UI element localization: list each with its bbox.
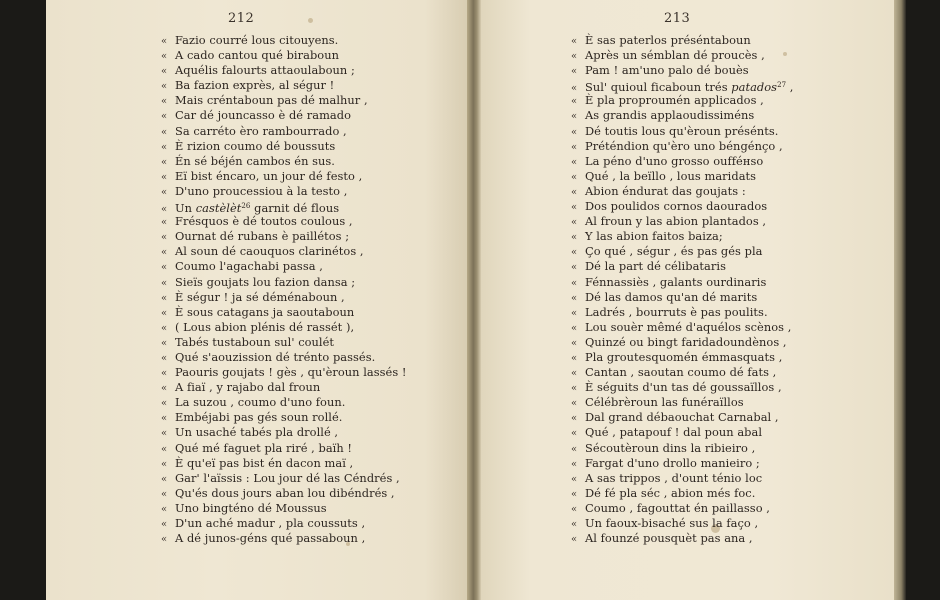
guillemet-mark: « xyxy=(161,247,168,259)
verse-line xyxy=(571,395,793,410)
guillemet-mark: « xyxy=(571,141,578,153)
verse-text: Abion éndurat das goujats : xyxy=(585,183,746,198)
verse-text: La suzou , coumo d'uno foun. xyxy=(175,395,346,410)
guillemet-mark: « xyxy=(161,51,168,63)
guillemet-mark: « xyxy=(571,66,578,78)
guillemet-mark: « xyxy=(571,337,578,349)
verse-line xyxy=(161,108,407,123)
verse-text: Sieïs goujats lou fazion dansa ; xyxy=(175,274,356,289)
verse-text: Mais créntaboun pas dé malhur , xyxy=(175,93,368,108)
guillemet-mark: « xyxy=(571,534,578,546)
verse-text: Qué s'aouzission dé trénto passés. xyxy=(175,349,376,364)
guillemet-mark: « xyxy=(161,352,168,364)
verse-text: Paouris goujats ! gès , qu'èroun lassés ! xyxy=(175,365,407,380)
verse-text: ( Lous abion plénis dé rassét ), xyxy=(175,319,355,334)
guillemet-mark: « xyxy=(161,443,168,455)
verse-line xyxy=(571,154,793,169)
verse-block-left xyxy=(161,33,407,546)
verse-text: Dé fé pla séc , abion més foc. xyxy=(585,485,756,500)
guillemet-mark: « xyxy=(161,398,168,410)
verse-text: Sécoutèroun dins la ribieiro , xyxy=(585,440,756,455)
verse-line xyxy=(161,124,407,139)
verse-line xyxy=(161,516,407,531)
verse-text: D'un aché madur , pla coussuts , xyxy=(175,516,366,530)
verse-text: As grandis applaoudissiméns xyxy=(585,108,755,123)
verse-text: Gar' l'aïssis : Lou jour dé las Céndrés , xyxy=(175,470,400,485)
guillemet-mark: « xyxy=(161,292,168,304)
verse-line xyxy=(161,501,407,516)
guillemet-mark: « xyxy=(571,186,578,198)
verse-text-after: , xyxy=(786,80,794,95)
guillemet-mark: « xyxy=(161,217,168,229)
verse-line xyxy=(571,516,793,531)
guillemet-mark: « xyxy=(161,126,168,138)
verse-text: È rizion coumo dé boussuts xyxy=(175,138,336,153)
verse-line xyxy=(571,33,793,48)
verse-text: Qu'és dous jours aban lou dibéndrés , xyxy=(175,485,395,500)
guillemet-mark: « xyxy=(161,141,168,153)
verse-line xyxy=(571,471,793,486)
verse-line xyxy=(161,425,407,440)
verse-text: Aquélis falourts attaoulaboun ; xyxy=(175,63,355,78)
book-gutter xyxy=(467,0,481,600)
verse-text: Dé las damos qu'an dé marits xyxy=(585,289,758,304)
guillemet-mark: « xyxy=(571,398,578,410)
verse-text: Dos poulidos cornos daourados xyxy=(585,199,768,214)
guillemet-mark: « xyxy=(571,36,578,47)
verse-line xyxy=(571,380,793,395)
verse-line xyxy=(571,108,793,123)
guillemet-mark: « xyxy=(161,66,168,78)
verse-line xyxy=(571,335,793,350)
footnote-ref[interactable]: 26 xyxy=(241,202,251,211)
guillemet-mark: « xyxy=(161,186,168,198)
guillemet-mark: « xyxy=(571,473,578,485)
verse-line xyxy=(571,275,793,290)
guillemet-mark: « xyxy=(571,262,578,274)
verse-line xyxy=(571,441,793,456)
verse-text: A sas trippos , d'ount ténio loc xyxy=(585,470,763,485)
verse-block-right xyxy=(571,33,793,546)
guillemet-mark: « xyxy=(161,383,168,395)
verse-line xyxy=(161,471,407,486)
guillemet-mark: « xyxy=(571,171,578,183)
guillemet-mark: « xyxy=(161,428,168,440)
guillemet-mark: « xyxy=(161,473,168,485)
verse-text: Ba fazion exprès, al ségur ! xyxy=(175,78,335,93)
footnote-ref[interactable]: 27 xyxy=(777,81,787,90)
verse-text: A cado cantou qué biraboun xyxy=(175,48,339,63)
verse-text: Al soun dé caouquos clarinétos , xyxy=(175,244,364,259)
verse-line xyxy=(161,531,407,546)
guillemet-mark: « xyxy=(161,368,168,380)
verse-line xyxy=(161,350,407,365)
verse-text: Embéjabi pas gés soun rollé. xyxy=(175,410,343,425)
guillemet-mark: « xyxy=(571,443,578,455)
verse-line xyxy=(571,531,793,546)
guillemet-mark: « xyxy=(571,277,578,289)
guillemet-mark: « xyxy=(571,83,578,95)
verse-text: Qué , patapouf ! dal poun abal xyxy=(585,425,763,440)
guillemet-mark: « xyxy=(571,51,578,63)
verse-line xyxy=(571,425,793,440)
verse-text: Dé la part dé célibataris xyxy=(585,259,726,274)
guillemet-mark: « xyxy=(571,368,578,380)
guillemet-mark: « xyxy=(161,458,168,470)
page-number-left: 212 xyxy=(228,11,255,26)
verse-line xyxy=(571,63,793,78)
guillemet-mark: « xyxy=(161,81,168,93)
verse-text: Fénnassiès , galants ourdinaris xyxy=(585,274,767,289)
page-number-right: 213 xyxy=(664,11,691,26)
guillemet-mark: « xyxy=(571,232,578,244)
verse-line xyxy=(571,290,793,305)
guillemet-mark: « xyxy=(161,96,168,108)
guillemet-mark: « xyxy=(571,156,578,168)
verse-text: D'uno proucessiou à la testo , xyxy=(175,183,348,198)
verse-line xyxy=(571,365,793,380)
verse-line xyxy=(571,139,793,154)
verse-line xyxy=(161,305,407,320)
verse-text: È pla proproumén applicados , xyxy=(585,93,764,108)
guillemet-mark: « xyxy=(571,96,578,108)
verse-text: Én sé béjén cambos én sus. xyxy=(175,153,335,168)
guillemet-mark: « xyxy=(571,202,578,214)
verse-text: Car dé jouncasso è dé ramado xyxy=(175,108,352,123)
verse-text-after: garnit dé flous xyxy=(250,201,340,216)
guillemet-mark: « xyxy=(571,217,578,229)
verse-text: Eï bist éncaro, un jour dé festo , xyxy=(175,168,363,183)
verse-text: Célébrèroun las funéraïllos xyxy=(585,395,744,410)
guillemet-mark: « xyxy=(571,503,578,515)
verse-line xyxy=(571,78,793,93)
verse-line xyxy=(571,214,793,229)
verse-text: Coumo l'agachabi passa , xyxy=(175,259,323,274)
guillemet-mark: « xyxy=(161,277,168,289)
verse-line xyxy=(571,229,793,244)
verse-text: È sous catagans ja saoutaboun xyxy=(175,304,355,319)
guillemet-mark: « xyxy=(161,111,168,123)
verse-line xyxy=(161,139,407,154)
verse-line xyxy=(571,93,793,108)
verse-text: Un faoux-bisaché sus la faço , xyxy=(585,516,759,530)
verse-text: Un xyxy=(175,201,196,216)
verse-line xyxy=(161,78,407,93)
guillemet-mark: « xyxy=(571,322,578,334)
verse-text: Sul' quioul ficaboun trés xyxy=(585,80,732,95)
verse-text: È séguits d'un tas dé goussaïllos , xyxy=(585,380,782,395)
guillemet-mark: « xyxy=(571,292,578,304)
paper-stain xyxy=(308,18,313,23)
guillemet-mark: « xyxy=(161,488,168,500)
italic-word: castèlèt xyxy=(195,201,242,216)
verse-text: Tabés tustaboun sul' coulét xyxy=(175,334,335,349)
verse-line xyxy=(161,199,407,214)
left-page xyxy=(46,0,467,600)
verse-line xyxy=(161,33,407,48)
verse-line xyxy=(161,229,407,244)
verse-text: Lou souèr mêmé d'aquélos scènos , xyxy=(585,319,792,334)
verse-line xyxy=(161,169,407,184)
verse-line xyxy=(571,350,793,365)
verse-line xyxy=(161,184,407,199)
verse-line xyxy=(571,244,793,259)
guillemet-mark: « xyxy=(571,383,578,395)
verse-text: È ségur ! ja sé déménaboun , xyxy=(175,289,345,304)
verse-text: Dé toutis lous qu'èroun présénts. xyxy=(585,123,779,138)
verse-text: Qué , la beïllo , lous maridats xyxy=(585,168,757,183)
verse-text: È qu'eï pas bist én dacon maï , xyxy=(175,455,354,470)
right-page xyxy=(481,0,894,600)
guillemet-mark: « xyxy=(161,204,168,216)
verse-line xyxy=(161,48,407,63)
verse-text: Qué mé faguet pla riré , baïh ! xyxy=(175,440,353,455)
guillemet-mark: « xyxy=(161,232,168,244)
verse-line xyxy=(571,305,793,320)
verse-text: Un usaché tabés pla drollé , xyxy=(175,425,339,440)
guillemet-mark: « xyxy=(161,322,168,334)
guillemet-mark: « xyxy=(161,36,168,47)
verse-line xyxy=(571,169,793,184)
verse-line xyxy=(571,199,793,214)
verse-text: A fiaï , y rajabo dal froun xyxy=(175,380,321,395)
verse-text: Ço qué , ségur , és pas gés pla xyxy=(585,244,763,259)
guillemet-mark: « xyxy=(161,262,168,274)
verse-line xyxy=(161,63,407,78)
verse-line xyxy=(571,48,793,63)
verse-text: A dé junos-géns qué passaboun , xyxy=(175,531,366,546)
verse-text: Après un sémblan dé proucès , xyxy=(585,48,765,63)
verse-text: Fazio courré lous citouyens. xyxy=(175,33,339,47)
verse-text: Al froun y las abion plantados , xyxy=(585,214,767,229)
verse-text: Uno bingténo dé Moussus xyxy=(175,500,327,515)
verse-text: Cantan , saoutan coumo dé fats , xyxy=(585,365,777,380)
verse-text: Ournat dé rubans è paillétos ; xyxy=(175,229,350,244)
verse-line xyxy=(161,335,407,350)
guillemet-mark: « xyxy=(161,171,168,183)
verse-line xyxy=(161,395,407,410)
verse-line xyxy=(161,154,407,169)
guillemet-mark: « xyxy=(161,337,168,349)
verse-text: Frésquos è dé toutos coulous , xyxy=(175,214,353,229)
guillemet-mark: « xyxy=(161,156,168,168)
guillemet-mark: « xyxy=(571,247,578,259)
guillemet-mark: « xyxy=(571,413,578,425)
guillemet-mark: « xyxy=(571,488,578,500)
verse-text: Ladrés , bourruts è pas poulits. xyxy=(585,304,768,319)
verse-text: Pla groutesquomén émmasquats , xyxy=(585,349,783,364)
verse-line xyxy=(161,380,407,395)
guillemet-mark: « xyxy=(571,428,578,440)
guillemet-mark: « xyxy=(571,352,578,364)
verse-line xyxy=(161,320,407,335)
verse-text: Quinzé ou bingt faridadoundènos , xyxy=(585,334,787,349)
verse-text: Al founzé pousquèt pas ana , xyxy=(585,531,753,546)
verse-line xyxy=(161,456,407,471)
guillemet-mark: « xyxy=(161,534,168,546)
verse-text: Coumo , fagouttat én paillasso , xyxy=(585,500,770,515)
guillemet-mark: « xyxy=(571,126,578,138)
verse-text: La péno d'uno grosso oufféнso xyxy=(585,153,764,168)
verse-line xyxy=(571,184,793,199)
verse-line xyxy=(161,259,407,274)
guillemet-mark: « xyxy=(161,503,168,515)
verse-text: Dal grand débaouchat Carnabal , xyxy=(585,410,779,425)
verse-line xyxy=(571,320,793,335)
verse-text: Y las abion faitos baiza; xyxy=(585,229,723,244)
verse-line xyxy=(161,441,407,456)
verse-line xyxy=(161,486,407,501)
verse-line xyxy=(571,501,793,516)
verse-line xyxy=(161,93,407,108)
verse-line xyxy=(161,275,407,290)
page-edge xyxy=(894,0,906,600)
verse-text: È sas paterlos préséntaboun xyxy=(585,33,751,47)
guillemet-mark: « xyxy=(161,413,168,425)
verse-line xyxy=(571,259,793,274)
verse-text: Fargat d'uno drollo manieiro ; xyxy=(585,455,760,470)
verse-text: Sa carréto èro rambourrado , xyxy=(175,123,347,138)
verse-line xyxy=(161,365,407,380)
italic-word: patados xyxy=(731,80,778,95)
verse-line xyxy=(571,124,793,139)
guillemet-mark: « xyxy=(571,307,578,319)
verse-text: Préténdion qu'èro uno béngénço , xyxy=(585,138,783,153)
verse-line xyxy=(161,290,407,305)
guillemet-mark: « xyxy=(161,307,168,319)
guillemet-mark: « xyxy=(161,519,168,530)
verse-text: Pam ! am'uno palo dé bouès xyxy=(585,63,749,78)
guillemet-mark: « xyxy=(571,458,578,470)
verse-line xyxy=(161,410,407,425)
verse-line xyxy=(571,410,793,425)
verse-line xyxy=(571,486,793,501)
verse-line xyxy=(161,244,407,259)
guillemet-mark: « xyxy=(571,111,578,123)
guillemet-mark: « xyxy=(571,519,578,530)
verse-line xyxy=(571,456,793,471)
verse-line xyxy=(161,214,407,229)
